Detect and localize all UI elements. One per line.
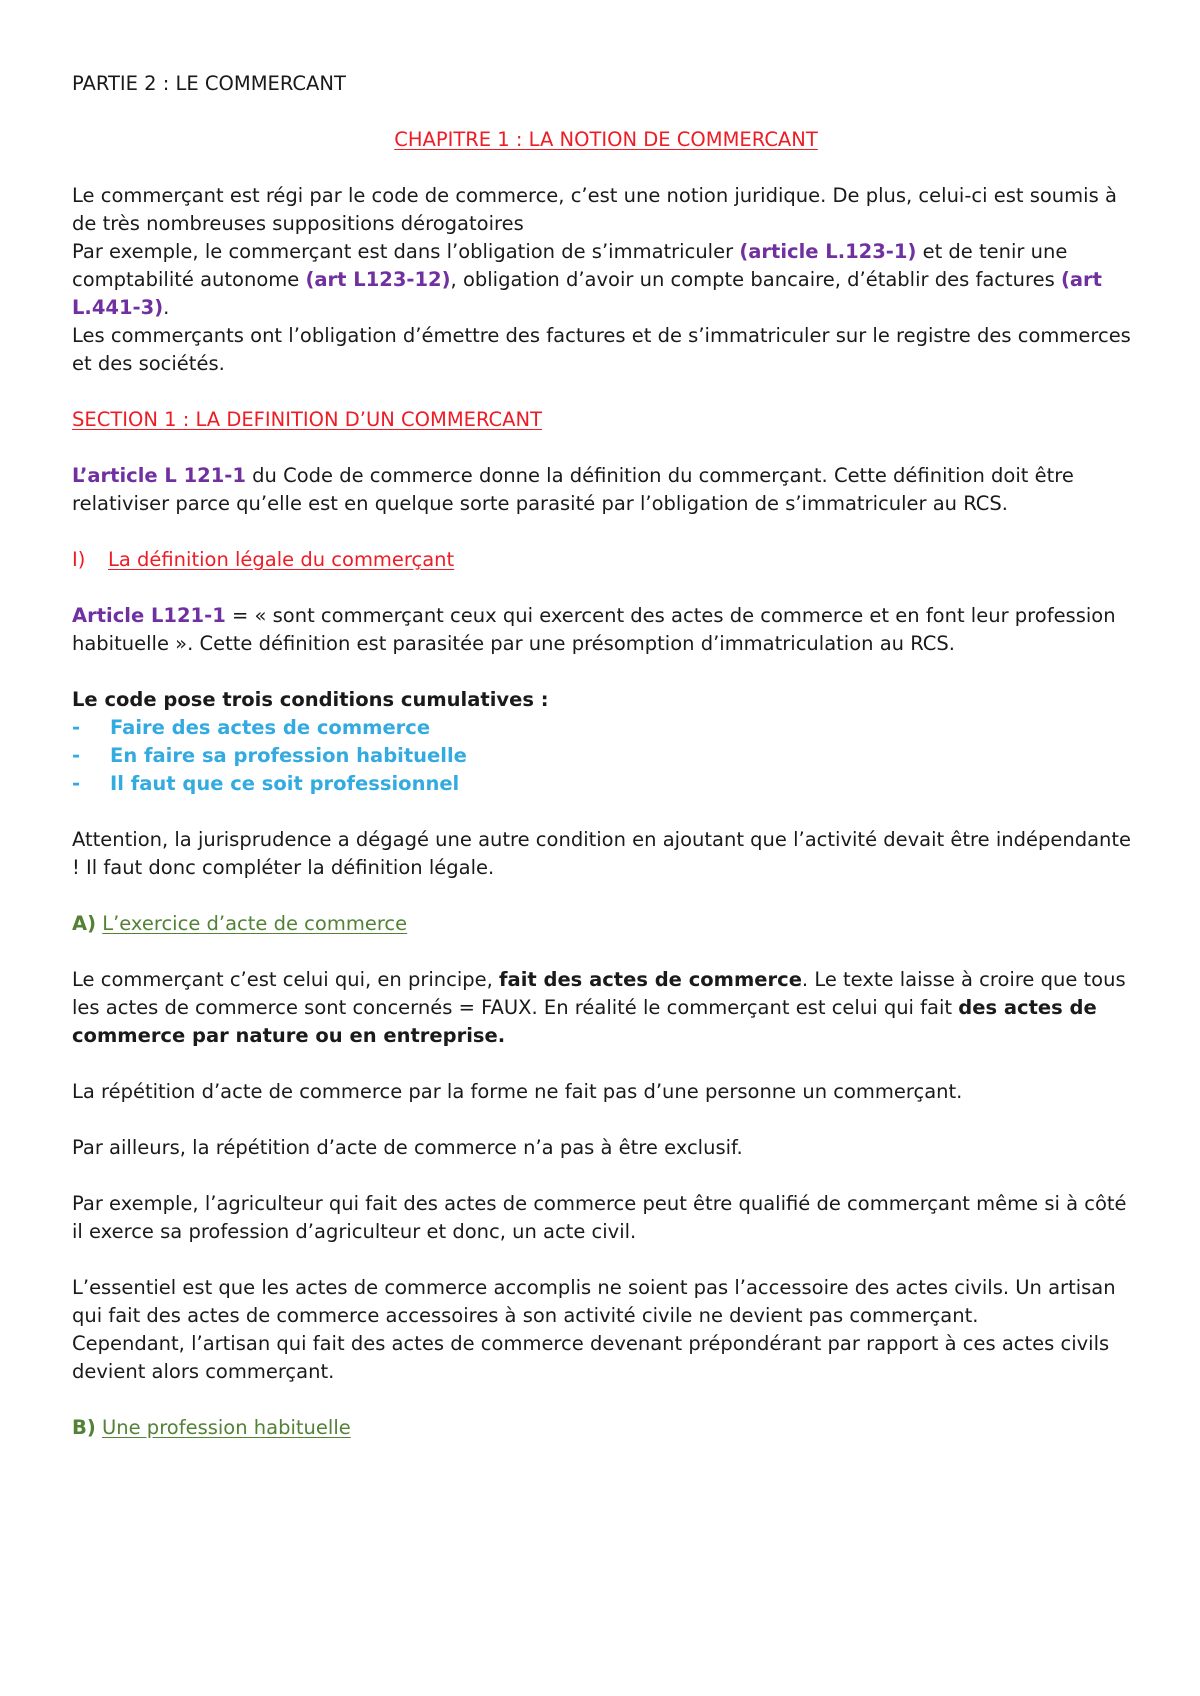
sub-a-title: L’exercice d’acte de commerce	[102, 912, 408, 935]
article-ref-l123-12: (art L123-12)	[305, 268, 451, 291]
part-title: PARTIE 2 : LE COMMERCANT	[72, 72, 346, 95]
sub-b-heading	[72, 1414, 1140, 1442]
article-ref-l121-1: L’article L 121-1	[72, 464, 246, 487]
section-1-paragraph	[72, 462, 1140, 518]
sub-a-paragraph-5: L’essentiel est que les actes de commerce accomplis ne soient pas l’accessoire des actes civils. Un artisan qui fait des actes de commerce accessoires à son activité civile ne devient pas commerçant.	[72, 1276, 1116, 1327]
article-ref-l123-1: (article L.123-1)	[739, 240, 917, 263]
intro-text-d: .	[163, 296, 170, 319]
sub-a-heading	[72, 910, 1140, 938]
part-1-title: La définition légale du commerçant	[108, 548, 455, 571]
sub-a-paragraph-1: Le commerçant c’est celui qui, en principe, fait des actes de commerce. Le texte laisse à croire que tous les actes de commerce sont concernés = FAUX. En réalité le commerçant est celui qui fait des actes de commerce par nature ou en entreprise.	[72, 968, 1126, 1047]
intro-text-b: et de tenir une comptabilité autonome	[72, 240, 1068, 291]
section-1-title	[72, 406, 1140, 434]
attention-paragraph: Attention, la jurisprudence a dégagé une autre condition en ajoutant que l’activité devait être indépendante ! Il faut donc compléter la définition légale.	[72, 828, 1132, 879]
section-1-paragraph-text: du Code de commerce donne la définition du commerçant. Cette définition doit être relativiser parce qu’elle est en quelque sorte parasité par l’obligation de s’immatriculer au RCS.	[72, 464, 1074, 515]
intro-text-a: Par exemple, le commerçant est dans l’obligation de s’immatriculer	[72, 240, 740, 263]
sub-a-paragraph-6: Cependant, l’artisan qui fait des actes de commerce devenant prépondérant par rapport à ces actes civils devient alors commerçant.	[72, 1332, 1110, 1383]
list-item: - Il faut que ce soit professionnel	[72, 772, 460, 795]
intro-paragraph-2	[72, 238, 1140, 322]
article-ref-l121-1-b: Article L121-1	[72, 604, 226, 627]
sub-a-paragraph-3: Par ailleurs, la répétition d’acte de commerce n’a pas à être exclusif.	[72, 1136, 743, 1159]
section-1-title-text: SECTION 1 : LA DEFINITION D’UN COMMERCANT	[72, 408, 543, 431]
sub-a-paragraph-2: La répétition d’acte de commerce par la forme ne fait pas d’une personne un commerçant.	[72, 1080, 963, 1103]
sub-b-title: Une profession habituelle	[101, 1416, 351, 1439]
sub-a-paragraph-4: Par exemple, l’agriculteur qui fait des actes de commerce peut être qualifié de commerçant même si à côté il exerce sa profession d’agriculteur et donc, un acte civil.	[72, 1192, 1127, 1243]
bold-text: des actes de commerce par nature ou en entreprise.	[72, 996, 1097, 1047]
chapter-title-text: CHAPITRE 1 : LA NOTION DE COMMERCANT	[394, 128, 818, 151]
conditions-title: Le code pose trois conditions cumulatives :	[72, 688, 549, 711]
intro-paragraph-1: Le commerçant est régi par le code de commerce, c’est une notion juridique. De plus, celui-ci est soumis à de très nombreuses suppositions dérogatoires	[72, 184, 1117, 235]
conditions-list	[72, 714, 1140, 798]
sub-a-letter: A)	[72, 912, 97, 935]
list-item: - En faire sa profession habituelle	[72, 744, 467, 767]
intro-paragraph-3: Les commerçants ont l’obligation d’émettre des factures et de s’immatriculer sur le registre des commerces et des sociétés.	[72, 324, 1131, 375]
article-l121-1-paragraph	[72, 602, 1140, 658]
sub-b-letter: B)	[72, 1416, 96, 1439]
list-item: - Faire des actes de commerce	[72, 716, 431, 739]
intro-text-c: , obligation d’avoir un compte bancaire, d’établir des factures	[450, 268, 1061, 291]
article-ref-l441-3: (art L.441-3)	[72, 268, 1102, 319]
document-page	[72, 70, 1140, 1442]
part-1-heading	[72, 546, 1140, 574]
chapter-title	[72, 126, 1140, 154]
article-l121-1-text: = « sont commerçant ceux qui exercent des actes de commerce et en font leur profession habituelle ». Cette définition est parasitée par une présomption d’immatriculation au RCS.	[72, 604, 1116, 655]
part-1-number: I)	[72, 548, 86, 571]
bold-text: fait des actes de commerce	[499, 968, 802, 991]
